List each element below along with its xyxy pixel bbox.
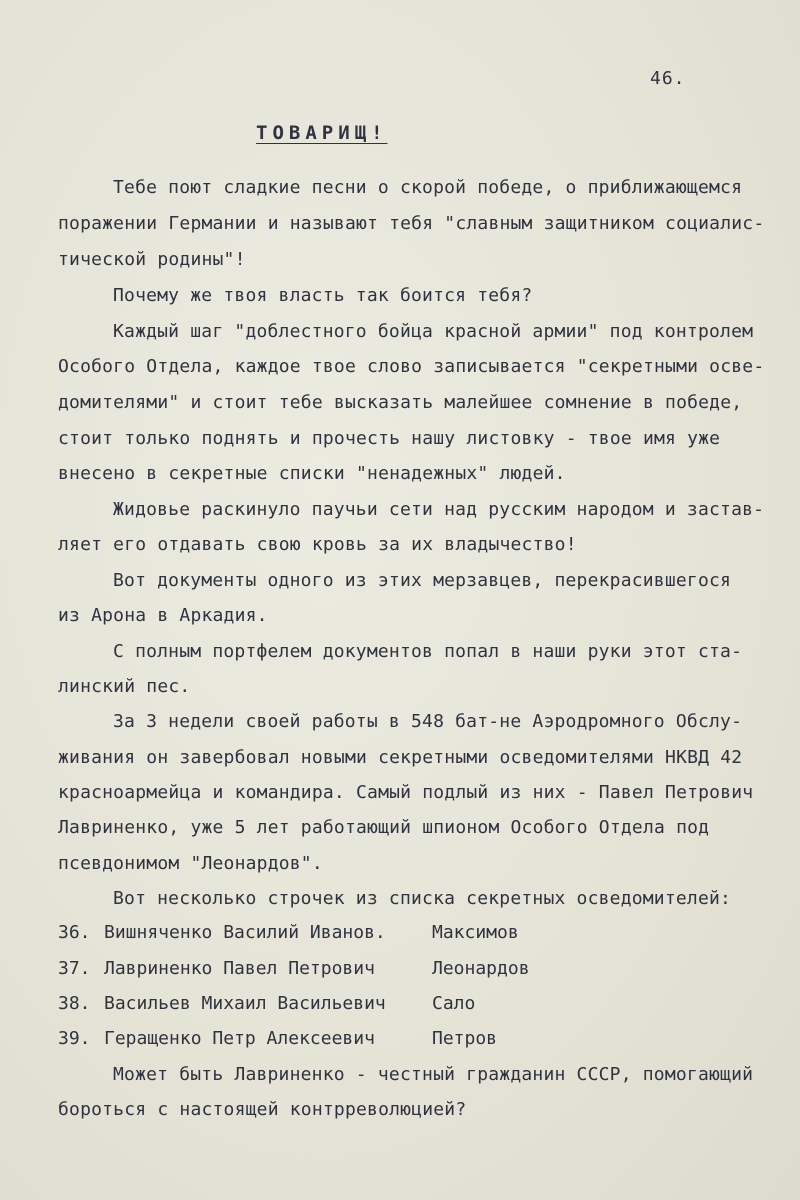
document-heading: ТОВАРИЩ! [256,122,388,144]
text-line: ляет его отдавать свою кровь за их владычество! [58,534,577,555]
text-line: С полным портфелем документов попал в наши руки этот ста- [113,641,743,662]
text-line: Каждый шаг "доблестного бойца красной армии" под контролем [113,321,754,342]
text-line: псевдонимом "Леонардов". [58,853,323,874]
text-line: Лавриненко, уже 5 лет работающий шпионом Особого Отдела под [58,817,710,838]
text-line: живания он завербовал новыми секретными осведомителями НКВД 42 [58,747,743,768]
informant-alias: Леонардов [432,958,530,979]
text-line: Вот документы одного из этих мерзавцев, перекрасившегося [113,570,732,591]
informant-number: 37. [58,958,91,979]
informant-name: Лавриненко Павел Петрович [104,958,375,979]
informant-alias: Сало [432,993,476,1014]
text-line: домителями" и стоит тебе высказать малейшее сомнение в победе, [58,392,743,413]
informant-number: 36. [58,922,91,943]
text-line: Вот несколько строчек из списка секретных осведомителей: [113,888,732,909]
informant-number: 38. [58,993,91,1014]
text-line: красноармейца и командира. Самый подлый из них - Павел Петрович [58,782,754,803]
text-line: стоит только поднять и прочесть нашу листовку - твое имя уже [58,428,721,449]
page-number: 46. [650,68,686,89]
text-line: внесено в секретные списки "ненадежных" людей. [58,463,566,484]
text-line: линский пес. [58,676,191,697]
informant-alias: Петров [432,1028,498,1049]
text-line: Жидовье раскинуло паучьи сети над русским народом и застав- [113,499,765,520]
informant-name: Геращенко Петр Алексеевич [104,1028,375,1049]
text-line: Может быть Лавриненко - честный гражданин СССР, помогающий [113,1064,754,1085]
text-line: Особого Отдела, каждое твое слово записывается "секретными осве- [58,356,765,377]
informant-name: Васильев Михаил Васильевич [104,993,386,1014]
text-line: бороться с настоящей контрреволюцией? [58,1099,467,1120]
text-line: За 3 недели своей работы в 548 бат-не Аэродромного Обслу- [113,711,743,732]
text-line: поражении Германии и называют тебя "славным защитником социалис- [58,213,765,234]
text-line: тической родины"! [58,249,246,270]
text-line: Тебе поют сладкие песни о скорой победе, о приближающемся [113,177,743,198]
informant-number: 39. [58,1028,91,1049]
informant-name: Вишняченко Василий Иванов. [104,922,386,943]
text-line: Почему же твоя власть так боится тебя? [113,285,533,306]
informant-alias: Максимов [432,922,519,943]
text-line: из Арона в Аркадия. [58,605,268,626]
